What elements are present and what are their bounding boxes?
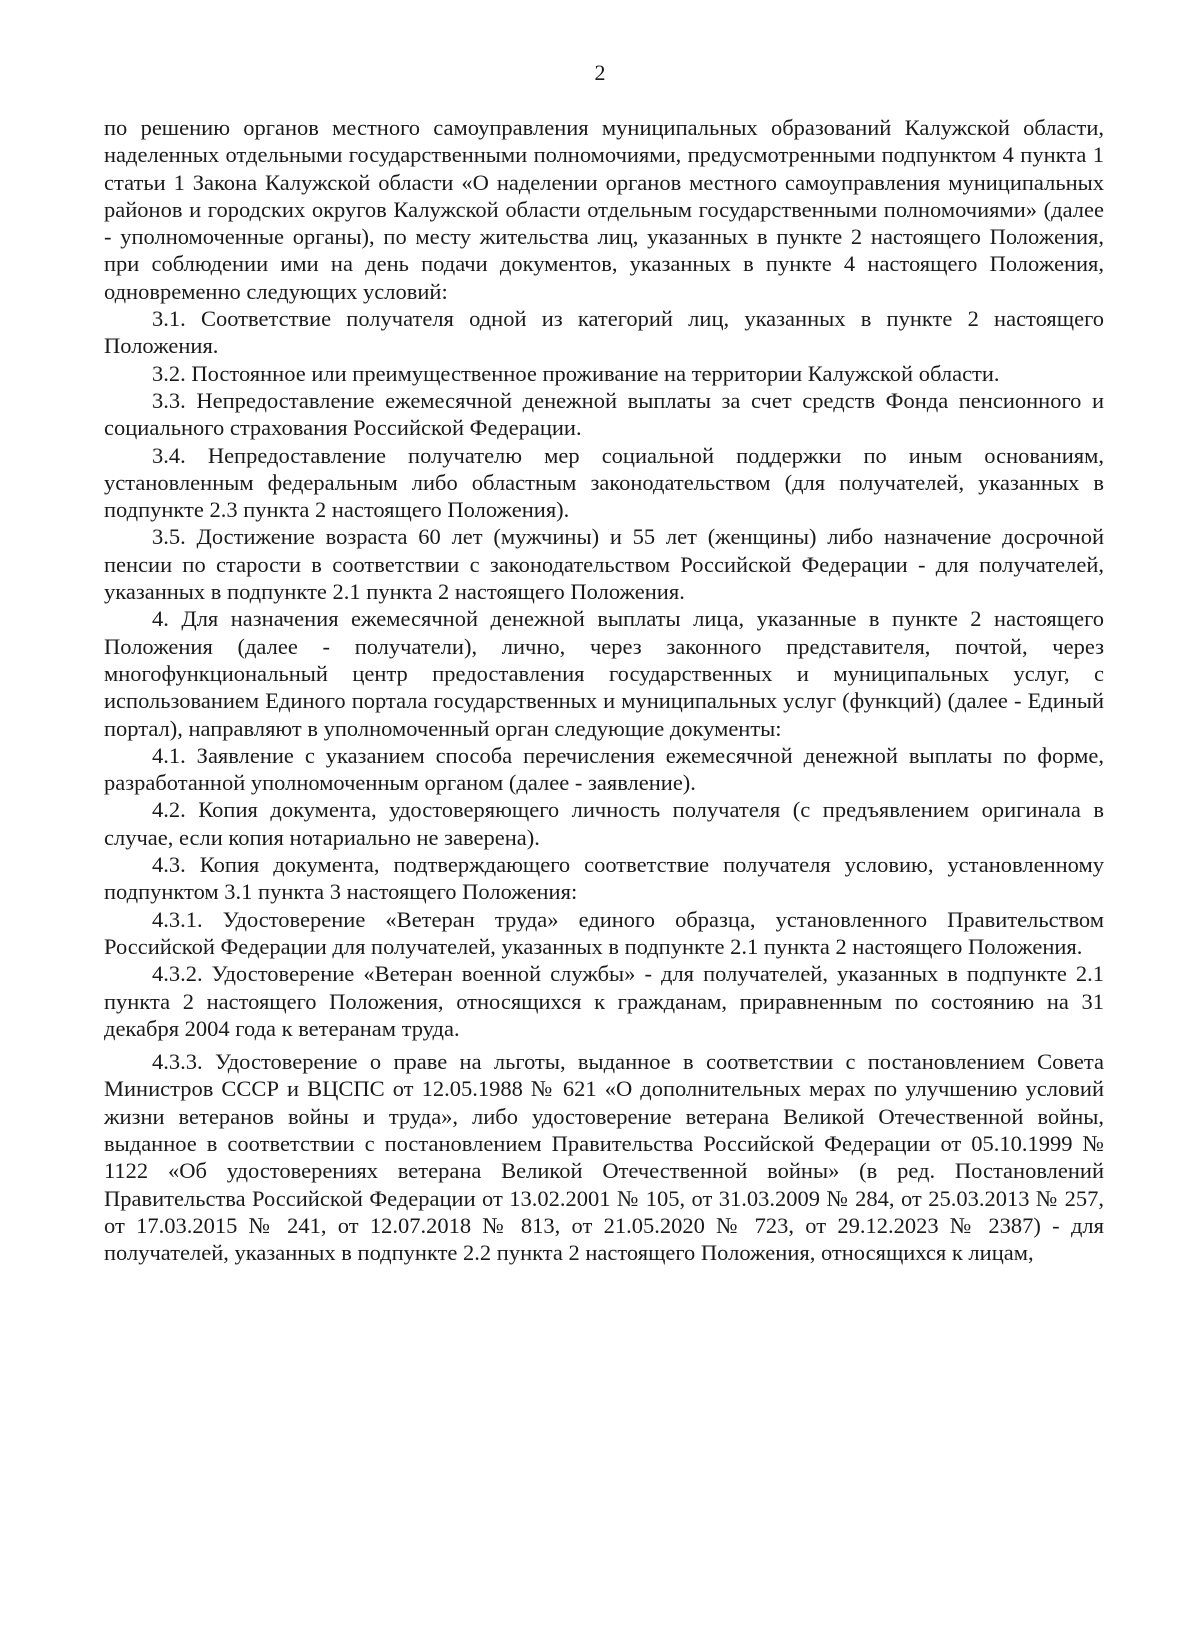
paragraph-3-1: 3.1. Соответствие получателя одной из категорий лиц, указанных в пункте 2 настоящего Положения. xyxy=(104,306,1104,359)
paragraph-3-5: 3.5. Достижение возраста 60 лет (мужчины) и 55 лет (женщины) либо назначение досрочной пенсии по старости в соответствии с законодательством Российской Федерации - для получателей, указанных в подпункте 2.1 пункта 2 настоящего Положения. xyxy=(104,524,1104,605)
page-number: 2 xyxy=(594,60,606,85)
paragraph-4-3: 4.3. Копия документа, подтверждающего соответствие получателя условию, установленному подпунктом 3.1 пункта 3 настоящего Положения: xyxy=(104,852,1104,905)
document-body xyxy=(104,114,1104,1266)
paragraph-3-3: 3.3. Непредоставление ежемесячной денежной выплаты за счет средств Фонда пенсионного и социального страхования Российской Федерации. xyxy=(104,387,1104,441)
paragraph-4-3-2: 4.3.2. Удостоверение «Ветеран военной службы» - для получателей, указанных в подпункте 2.1 пункта 2 настоящего Положения, относящихся к гражданам, приравненным по состоянию на 31 декабря 2004 года к ветеранам труда. xyxy=(104,961,1104,1041)
paragraph-4-3-1: 4.3.1. Удостоверение «Ветеран труда» единого образца, установленного Правительством Российской Федерации для получателей, указанных в подпункте 2.1 пункта 2 настоящего Положения. xyxy=(104,906,1104,959)
paragraph-4: 4. Для назначения ежемесячной денежной выплаты лица, указанные в пункте 2 настоящего Положения (далее - получатели), лично, через законного представителя, почтой, через многофункциональный центр предоставления государственных и муниципальных услуг, с использованием Единого портала государственных и муниципальных услуг (функций) (далее - Единый портал), направляют в уполномоченный орган следующие документы: xyxy=(104,606,1104,741)
paragraph-3-4: 3.4. Непредоставление получателю мер социальной поддержки по иным основаниям, установленным федеральным либо областным законодательством (для получателей, указанных в подпункте 2.3 пункта 2 настоящего Положения). xyxy=(104,442,1104,523)
paragraph-3-2: 3.2. Постоянное или преимущественное проживание на территории Калужской области. xyxy=(152,360,1000,386)
paragraph-4-3-3: 4.3.3. Удостоверение о праве на льготы, выданное в соответствии с постановлением Совета Министров СССР и ВЦСПС от 12.05.1988 № 621 «О дополнительных мерах по улучшению условий жизни ветеранов войны и труда», либо удостоверение ветерана Великой Отечественной войны, выданное в соответствии с постановлением Правительства Российской Федерации от 05.10.1999 № 1122 «Об удостоверениях ветерана Великой Отечественной войны» (в ред. Постановлений Правительства Российской Федерации от 13.02.2001 № 105, от 31.03.2009 № 284, от 25.03.2013 № 257, от 17.03.2015 № 241, от 12.07.2018 № 813, от 21.05.2020 № 723, от 29.12.2023 № 2387) - для получателей, указанных в подпункте 2.2 пункта 2 настоящего Положения, относящихся к лицам, xyxy=(104,1049,1104,1266)
paragraph-3-continued: по решению органов местного самоуправления муниципальных образований Калужской области, наделенных отдельными государственными полномочиями, предусмотренными подпунктом 4 пункта 1 статьи 1 Закона Калужской области «О наделении органов местного самоуправления муниципальных районов и городских округов Калужской области отдельным государственными полномочиями» (далее - уполномоченные органы), по месту жительства лиц, указанных в пункте 2 настоящего Положения, при соблюдении ими на день подачи документов, указанных в пункте 4 настоящего Положения, одновременно следующих условий: xyxy=(104,115,1104,304)
paragraph-4-1: 4.1. Заявление с указанием способа перечисления ежемесячной денежной выплаты по форме, разработанной уполномоченным органом (далее - заявление). xyxy=(104,742,1104,796)
paragraph-4-2: 4.2. Копия документа, удостоверяющего личность получателя (с предъявлением оригинала в случае, если копия нотариально не заверена). xyxy=(104,797,1104,850)
